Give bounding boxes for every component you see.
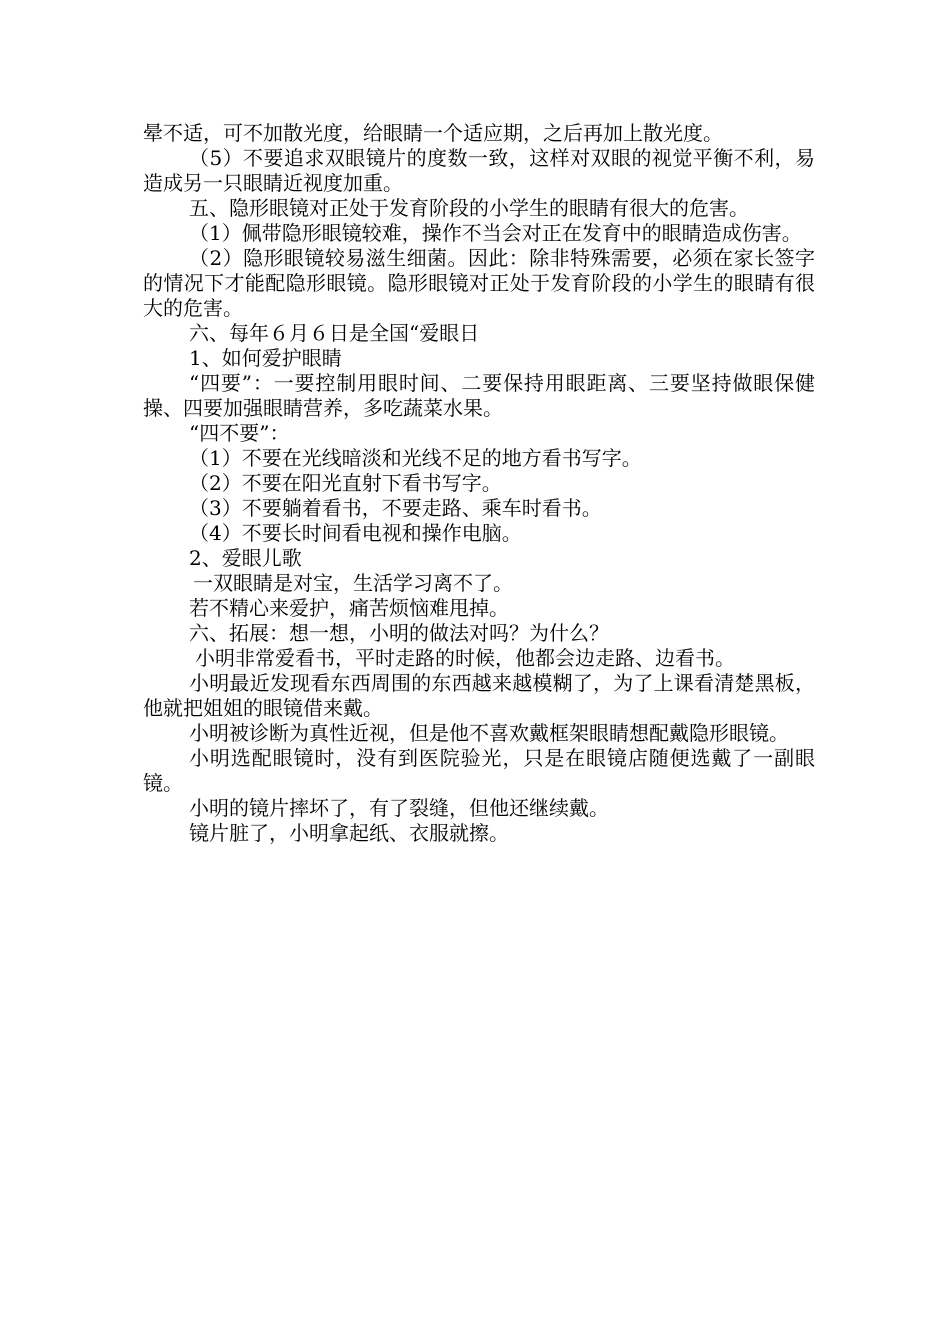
subheading-four-donts: “四不要”：	[189, 421, 290, 445]
document-body	[143, 121, 815, 846]
paragraph-item-5: （5）不要追求双眼镜片的度数一致，这样对双眼的视觉平衡不利，易造成另一只眼睛近视度加重。	[143, 146, 815, 195]
paragraph-four-dos: “四要”：一要控制用眼时间、二要保持用眼距离、三要坚持做眼保健操、四要加强眼睛营养，多吃蔬菜水果。	[143, 371, 815, 420]
list-item-dont-1: （1）不要在光线暗淡和光线不足的地方看书写字。	[189, 446, 642, 470]
paragraph-astigmatism-note: 晕不适，可不加散光度，给眼睛一个适应期，之后再加上散光度。	[143, 121, 723, 145]
list-item-dont-2: （2）不要在阳光直射下看书写字。	[189, 471, 502, 495]
scenario-6: 镜片脏了，小明拿起纸、衣服就擦。	[189, 821, 509, 845]
scenario-2: 小明最近发现看东西周围的东西越来越模糊了，为了上课看清楚黑板，他就把姐姐的眼镜借来戴。	[143, 671, 815, 720]
scenario-3: 小明被诊断为真性近视，但是他不喜欢戴框架眼睛想配戴隐形眼镜。	[189, 721, 789, 745]
scenario-5: 小明的镜片摔坏了，有了裂缝，但他还继续戴。	[189, 796, 609, 820]
paragraph-contact-lens-2: （2）隐形眼镜较易滋生细菌。因此：除非特殊需要，必须在家长签字的情况下才能配隐形眼镜。隐形眼镜对正处于发育阶段的小学生的眼睛有很大的危害。	[143, 246, 815, 320]
list-item-dont-4: （4）不要长时间看电视和操作电脑。	[189, 521, 522, 545]
song-line-1: 一双眼睛是对宝，生活学习离不了。	[193, 571, 513, 595]
subheading-eye-care: 1、如何爱护眼睛	[189, 346, 342, 370]
scenario-4: 小明选配眼镜时，没有到医院验光，只是在眼镜店随便选戴了一副眼镜。	[143, 746, 815, 795]
section-heading-contact-lens: 五、隐形眼镜对正处于发育阶段的小学生的眼睛有很大的危害。	[189, 196, 749, 220]
list-item-dont-3: （3）不要躺着看书，不要走路、乘车时看书。	[189, 496, 602, 520]
scenario-1: 小明非常爱看书，平时走路的时候，他都会边走路、边看书。	[195, 646, 735, 670]
song-line-2: 若不精心来爱护，痛苦烦恼难甩掉。	[189, 596, 509, 620]
paragraph-contact-lens-1: （1）佩带隐形眼镜较难，操作不当会对正在发育中的眼睛造成伤害。	[189, 221, 802, 245]
subheading-eye-song: 2、爱眼儿歌	[189, 546, 302, 570]
section-heading-eye-day: 六、每年６月６日是全国“爱眼日	[189, 321, 480, 345]
section-heading-extension: 六、拓展：想一想，小明的做法对吗？为什么？	[189, 621, 609, 645]
